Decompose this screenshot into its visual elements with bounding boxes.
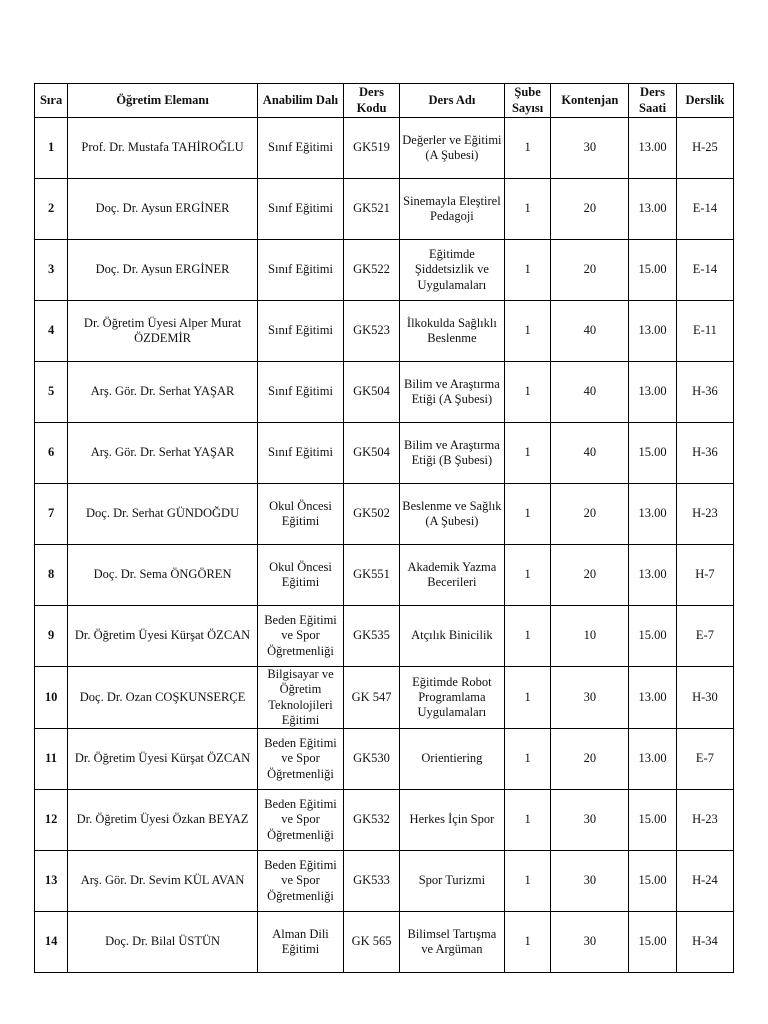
cell-derslik: E-7 xyxy=(676,606,733,667)
cell-ders-saati: 15.00 xyxy=(629,240,677,301)
cell-ders-kodu: GK535 xyxy=(344,606,400,667)
table-header xyxy=(35,84,734,118)
cell-ders-kodu: GK522 xyxy=(344,240,400,301)
cell-kontenjan: 20 xyxy=(551,545,629,606)
cell-kontenjan: 20 xyxy=(551,179,629,240)
table-row xyxy=(35,606,734,667)
cell-sira: 7 xyxy=(35,484,68,545)
cell-sira: 4 xyxy=(35,301,68,362)
table-row xyxy=(35,423,734,484)
cell-sira: 12 xyxy=(35,790,68,851)
header-derslik: Derslik xyxy=(676,84,733,118)
cell-ders-adi: Sinemayla Eleştirel Pedagoji xyxy=(400,179,505,240)
cell-ders-adi: Bilim ve Araştırma Etiği (B Şubesi) xyxy=(400,423,505,484)
cell-ders-kodu: GK532 xyxy=(344,790,400,851)
table-row xyxy=(35,240,734,301)
cell-derslik: H-30 xyxy=(676,667,733,729)
cell-sira: 6 xyxy=(35,423,68,484)
table-row xyxy=(35,362,734,423)
cell-ders-adi: Eğitimde Robot Programlama Uygulamaları xyxy=(400,667,505,729)
cell-kontenjan: 10 xyxy=(551,606,629,667)
cell-ogretim-elemani: Arş. Gör. Dr. Sevim KÜL AVAN xyxy=(68,851,258,912)
table-row xyxy=(35,118,734,179)
cell-ders-kodu: GK504 xyxy=(344,362,400,423)
cell-derslik: H-23 xyxy=(676,790,733,851)
cell-ders-saati: 15.00 xyxy=(629,851,677,912)
cell-sube-sayisi: 1 xyxy=(504,179,551,240)
cell-ders-kodu: GK 565 xyxy=(344,912,400,973)
cell-ders-adi: Beslenme ve Sağlık (A Şubesi) xyxy=(400,484,505,545)
cell-ogretim-elemani: Doç. Dr. Sema ÖNGÖREN xyxy=(68,545,258,606)
cell-derslik: H-25 xyxy=(676,118,733,179)
cell-sube-sayisi: 1 xyxy=(504,790,551,851)
cell-ders-saati: 13.00 xyxy=(629,667,677,729)
cell-sira: 14 xyxy=(35,912,68,973)
cell-ders-saati: 13.00 xyxy=(629,484,677,545)
cell-ders-adi: İlkokulda Sağlıklı Beslenme xyxy=(400,301,505,362)
cell-ders-kodu: GK 547 xyxy=(344,667,400,729)
cell-ders-saati: 13.00 xyxy=(629,362,677,423)
cell-sira: 8 xyxy=(35,545,68,606)
table-row xyxy=(35,667,734,729)
cell-sira: 11 xyxy=(35,729,68,790)
cell-sube-sayisi: 1 xyxy=(504,851,551,912)
cell-ders-adi: Bilim ve Araştırma Etiği (A Şubesi) xyxy=(400,362,505,423)
cell-derslik: H-23 xyxy=(676,484,733,545)
table-row xyxy=(35,729,734,790)
cell-anabilim-dali: Alman Dili Eğitimi xyxy=(257,912,343,973)
cell-sube-sayisi: 1 xyxy=(504,423,551,484)
cell-derslik: E-14 xyxy=(676,240,733,301)
cell-ders-adi: Orientiering xyxy=(400,729,505,790)
table-row xyxy=(35,851,734,912)
cell-sube-sayisi: 1 xyxy=(504,729,551,790)
cell-anabilim-dali: Sınıf Eğitimi xyxy=(257,240,343,301)
cell-kontenjan: 20 xyxy=(551,484,629,545)
cell-ders-adi: Bilimsel Tartışma ve Argüman xyxy=(400,912,505,973)
cell-anabilim-dali: Beden Eğitimi ve Spor Öğretmenliği xyxy=(257,729,343,790)
cell-ogretim-elemani: Prof. Dr. Mustafa TAHİROĞLU xyxy=(68,118,258,179)
cell-ders-saati: 13.00 xyxy=(629,118,677,179)
cell-kontenjan: 20 xyxy=(551,729,629,790)
cell-ders-saati: 13.00 xyxy=(629,301,677,362)
cell-sira: 2 xyxy=(35,179,68,240)
header-anabilim-dali: Anabilim Dalı xyxy=(257,84,343,118)
cell-ders-kodu: GK523 xyxy=(344,301,400,362)
cell-ogretim-elemani: Dr. Öğretim Üyesi Alper Murat ÖZDEMİR xyxy=(68,301,258,362)
cell-ders-adi: Herkes İçin Spor xyxy=(400,790,505,851)
header-sube-sayisi: Şube Sayısı xyxy=(504,84,551,118)
cell-ders-kodu: GK551 xyxy=(344,545,400,606)
header-kontenjan: Kontenjan xyxy=(551,84,629,118)
header-ders-kodu: Ders Kodu xyxy=(344,84,400,118)
cell-kontenjan: 40 xyxy=(551,423,629,484)
cell-anabilim-dali: Okul Öncesi Eğitimi xyxy=(257,545,343,606)
cell-ders-kodu: GK521 xyxy=(344,179,400,240)
cell-ogretim-elemani: Doç. Dr. Aysun ERGİNER xyxy=(68,240,258,301)
cell-anabilim-dali: Bilgisayar ve Öğretim Teknolojileri Eğitimi xyxy=(257,667,343,729)
cell-derslik: H-24 xyxy=(676,851,733,912)
table-row xyxy=(35,790,734,851)
cell-sube-sayisi: 1 xyxy=(504,667,551,729)
cell-ders-saati: 13.00 xyxy=(629,729,677,790)
cell-ders-adi: Değerler ve Eğitimi (A Şubesi) xyxy=(400,118,505,179)
cell-ders-kodu: GK504 xyxy=(344,423,400,484)
cell-kontenjan: 30 xyxy=(551,667,629,729)
cell-anabilim-dali: Sınıf Eğitimi xyxy=(257,118,343,179)
header-ders-saati: Ders Saati xyxy=(629,84,677,118)
cell-ders-saati: 15.00 xyxy=(629,912,677,973)
cell-derslik: H-34 xyxy=(676,912,733,973)
cell-ogretim-elemani: Doç. Dr. Bilal ÜSTÜN xyxy=(68,912,258,973)
header-ders-adi: Ders Adı xyxy=(400,84,505,118)
cell-derslik: H-7 xyxy=(676,545,733,606)
cell-derslik: E-11 xyxy=(676,301,733,362)
cell-ders-adi: Spor Turizmi xyxy=(400,851,505,912)
cell-derslik: E-7 xyxy=(676,729,733,790)
table-body xyxy=(35,118,734,973)
cell-sira: 1 xyxy=(35,118,68,179)
cell-ders-kodu: GK502 xyxy=(344,484,400,545)
cell-sira: 5 xyxy=(35,362,68,423)
cell-ogretim-elemani: Doç. Dr. Ozan COŞKUNSERÇE xyxy=(68,667,258,729)
cell-kontenjan: 40 xyxy=(551,362,629,423)
cell-ogretim-elemani: Dr. Öğretim Üyesi Kürşat ÖZCAN xyxy=(68,729,258,790)
header-ogretim-elemani: Öğretim Elemanı xyxy=(68,84,258,118)
cell-ogretim-elemani: Doç. Dr. Serhat GÜNDOĞDU xyxy=(68,484,258,545)
cell-sira: 10 xyxy=(35,667,68,729)
cell-ders-adi: Akademik Yazma Becerileri xyxy=(400,545,505,606)
cell-ogretim-elemani: Dr. Öğretim Üyesi Özkan BEYAZ xyxy=(68,790,258,851)
cell-sira: 13 xyxy=(35,851,68,912)
table-row xyxy=(35,301,734,362)
cell-ders-kodu: GK533 xyxy=(344,851,400,912)
cell-ogretim-elemani: Doç. Dr. Aysun ERGİNER xyxy=(68,179,258,240)
cell-sira: 3 xyxy=(35,240,68,301)
cell-sira: 9 xyxy=(35,606,68,667)
cell-sube-sayisi: 1 xyxy=(504,484,551,545)
cell-derslik: E-14 xyxy=(676,179,733,240)
cell-kontenjan: 20 xyxy=(551,240,629,301)
cell-kontenjan: 30 xyxy=(551,118,629,179)
cell-kontenjan: 30 xyxy=(551,851,629,912)
cell-sube-sayisi: 1 xyxy=(504,606,551,667)
cell-ders-kodu: GK519 xyxy=(344,118,400,179)
cell-ders-saati: 15.00 xyxy=(629,423,677,484)
table-row xyxy=(35,912,734,973)
table-row xyxy=(35,484,734,545)
cell-anabilim-dali: Sınıf Eğitimi xyxy=(257,301,343,362)
cell-anabilim-dali: Beden Eğitimi ve Spor Öğretmenliği xyxy=(257,790,343,851)
cell-ders-saati: 13.00 xyxy=(629,545,677,606)
cell-anabilim-dali: Sınıf Eğitimi xyxy=(257,362,343,423)
table-row xyxy=(35,179,734,240)
cell-sube-sayisi: 1 xyxy=(504,301,551,362)
cell-kontenjan: 30 xyxy=(551,790,629,851)
cell-anabilim-dali: Okul Öncesi Eğitimi xyxy=(257,484,343,545)
cell-kontenjan: 40 xyxy=(551,301,629,362)
cell-ders-adi: Atçılık Binicilik xyxy=(400,606,505,667)
cell-sube-sayisi: 1 xyxy=(504,362,551,423)
cell-derslik: H-36 xyxy=(676,362,733,423)
cell-ogretim-elemani: Dr. Öğretim Üyesi Kürşat ÖZCAN xyxy=(68,606,258,667)
header-row xyxy=(35,84,734,118)
cell-sube-sayisi: 1 xyxy=(504,118,551,179)
cell-anabilim-dali: Sınıf Eğitimi xyxy=(257,179,343,240)
cell-sube-sayisi: 1 xyxy=(504,240,551,301)
cell-anabilim-dali: Sınıf Eğitimi xyxy=(257,423,343,484)
cell-ders-kodu: GK530 xyxy=(344,729,400,790)
cell-derslik: H-36 xyxy=(676,423,733,484)
cell-ders-saati: 15.00 xyxy=(629,606,677,667)
cell-anabilim-dali: Beden Eğitimi ve Spor Öğretmenliği xyxy=(257,851,343,912)
cell-anabilim-dali: Beden Eğitimi ve Spor Öğretmenliği xyxy=(257,606,343,667)
table-row xyxy=(35,545,734,606)
cell-ders-adi: Eğitimde Şiddetsizlik ve Uygulamaları xyxy=(400,240,505,301)
cell-ders-saati: 13.00 xyxy=(629,179,677,240)
cell-ogretim-elemani: Arş. Gör. Dr. Serhat YAŞAR xyxy=(68,423,258,484)
cell-ogretim-elemani: Arş. Gör. Dr. Serhat YAŞAR xyxy=(68,362,258,423)
cell-sube-sayisi: 1 xyxy=(504,545,551,606)
cell-kontenjan: 30 xyxy=(551,912,629,973)
cell-sube-sayisi: 1 xyxy=(504,912,551,973)
course-schedule-table xyxy=(34,83,734,973)
header-sira: Sıra xyxy=(35,84,68,118)
cell-ders-saati: 15.00 xyxy=(629,790,677,851)
